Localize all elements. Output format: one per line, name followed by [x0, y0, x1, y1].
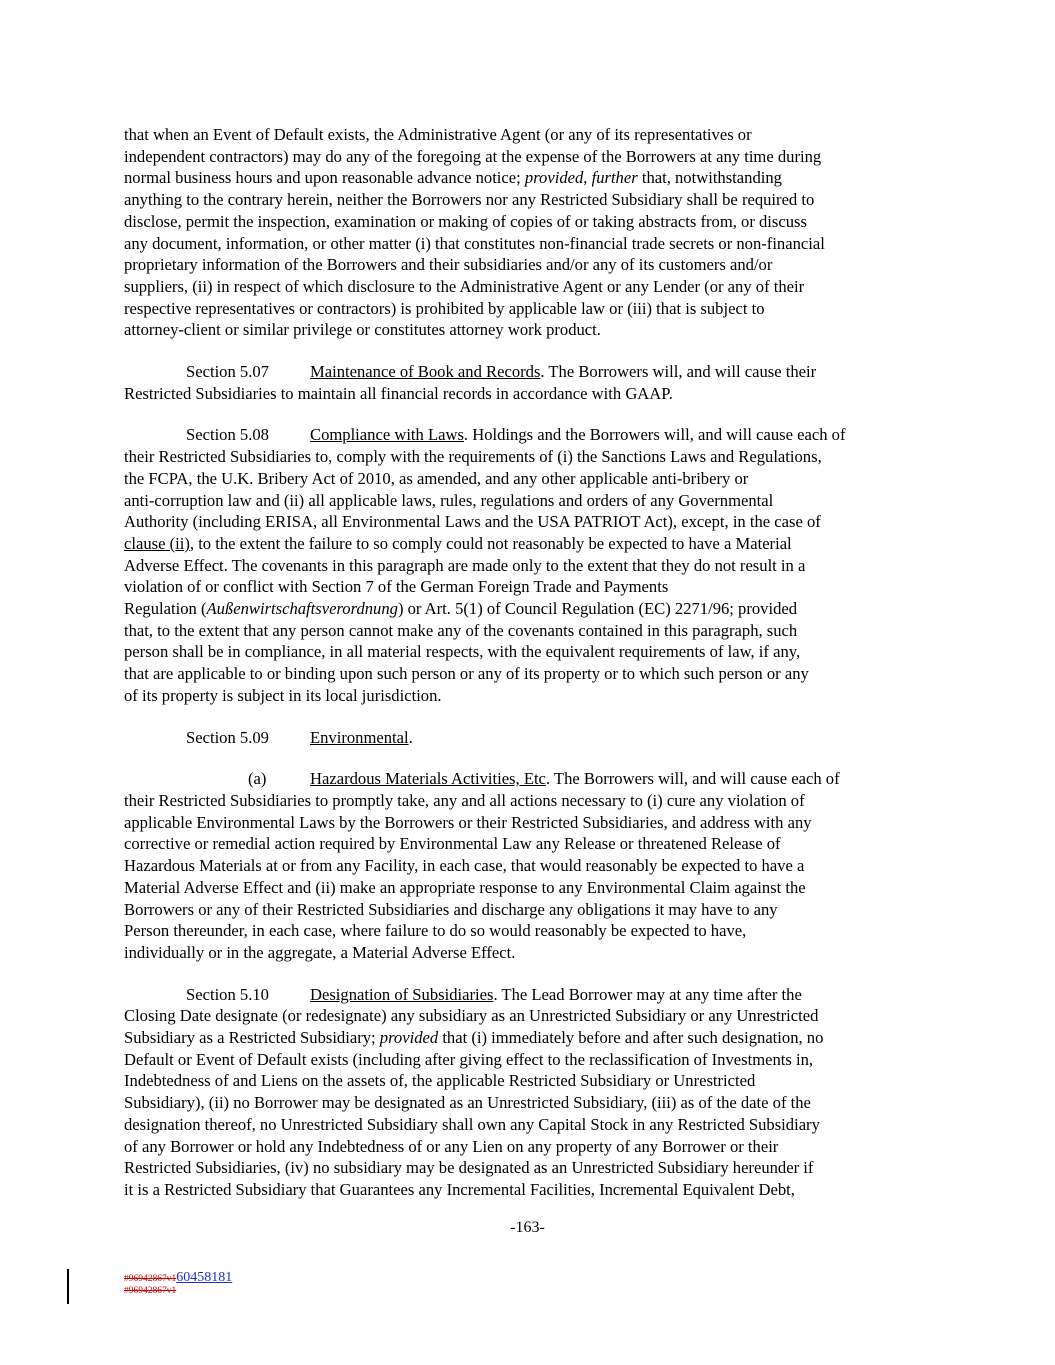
text-span: normal business hours and upon reasonable advance notice;	[124, 168, 525, 188]
subsection-label: (a)	[248, 769, 267, 789]
text-line: their Restricted Subsidiaries to, comply with the requirements of (i) the Sanctions Laws and Regulations,	[124, 447, 822, 467]
text-span: Regulation (	[124, 599, 207, 619]
text-line	[124, 1027, 934, 1049]
text-line: Material Adverse Effect and (ii) make an appropriate response to any Environmental Claim against the	[124, 877, 806, 897]
text-line: proprietary information of the Borrowers and their subsidiaries and/or any of its customers and/or	[124, 255, 773, 275]
section-5-09-a	[124, 768, 934, 963]
document-id-footer	[124, 1272, 232, 1297]
text-span: ,	[583, 168, 592, 188]
section-number: Section 5.09	[186, 727, 269, 747]
change-bar	[67, 1269, 69, 1304]
text-span: ) or Art. 5(1) of Council Regulation (EC) 2271/96; provided	[397, 599, 798, 619]
text-span: . The Borrowers will, and will cause their	[540, 362, 817, 382]
text-line: that are applicable to or binding upon such person or any of its property or to which such person or any	[124, 664, 809, 684]
text-span: , to the extent the failure to so comply could not reasonably be expected to have a Material	[189, 533, 792, 553]
text-line: suppliers, (ii) in respect of which disclosure to the Administrative Agent or any Lender (or any of their	[124, 276, 805, 296]
section-5-10	[124, 984, 934, 1201]
inserted-doc-id: 60458181	[176, 1270, 233, 1285]
text-line: Hazardous Materials at or from any Facility, in each case, that would reasonably be expected to have a	[124, 856, 805, 876]
text-line: disclose, permit the inspection, examination or making of copies of or taking abstracts from, or discuss	[124, 211, 807, 231]
text-span: . The Lead Borrower may at any time after the	[493, 984, 802, 1004]
text-line: Person thereunder, in each case, where failure to do so would reasonably be expected to have,	[124, 921, 747, 941]
provided-italic: provided	[379, 1028, 439, 1048]
section-5-07	[124, 361, 934, 404]
section-title: Maintenance of Book and Records	[310, 362, 541, 382]
text-line: it is a Restricted Subsidiary that Guarantees any Incremental Facilities, Incremental Equivalent Debt,	[124, 1179, 795, 1199]
clause-reference: clause (ii)	[124, 533, 190, 553]
document-page	[124, 124, 934, 1221]
text-line: applicable Environmental Laws by the Borrowers or their Restricted Subsidiaries, and address with any	[124, 812, 812, 832]
section-title: Environmental	[310, 727, 409, 747]
text-span: that (i) immediately before and after such designation, no	[438, 1028, 824, 1048]
text-line: any document, information, or other matter (i) that constitutes non-financial trade secrets or non-financial	[124, 233, 825, 253]
section-number: Section 5.07	[186, 362, 269, 382]
text-span: Subsidiary as a Restricted Subsidiary;	[124, 1028, 380, 1048]
text-line: person shall be in compliance, in all material respects, with the equivalent requirements of law, if any,	[124, 642, 801, 662]
section-5-09	[124, 727, 934, 749]
section-heading-line	[124, 361, 934, 383]
text-line: Adverse Effect. The covenants in this paragraph are made only to the extent that they do not result in a	[124, 555, 806, 575]
text-line: their Restricted Subsidiaries to promptly take, any and all actions necessary to (i) cure any violation of	[124, 790, 805, 810]
section-heading-line	[124, 727, 934, 749]
subsection-title: Hazardous Materials Activities, Etc	[310, 769, 546, 789]
paragraph-continuation	[124, 124, 934, 341]
text-line	[124, 167, 934, 189]
text-span: that, notwithstanding	[637, 168, 782, 188]
section-number: Section 5.08	[186, 425, 269, 445]
text-line: individually or in the aggregate, a Material Adverse Effect.	[124, 942, 516, 962]
text-span: . Holdings and the Borrowers will, and will cause each of	[463, 425, 846, 445]
text-line: that, to the extent that any person cannot make any of the covenants contained in this paragraph, such	[124, 620, 798, 640]
text-line: of its property is subject in its local jurisdiction.	[124, 685, 442, 705]
deleted-doc-id: #96942867v1	[124, 1274, 177, 1284]
deleted-doc-id: #96942867v1	[124, 1286, 177, 1296]
provided-italic: provided	[524, 168, 584, 188]
section-title: Compliance with Laws	[310, 425, 464, 445]
text-line: anti-corruption law and (ii) all applicable laws, rules, regulations and orders of any Governmental	[124, 490, 774, 510]
text-line: violation of or conflict with Section 7 of the German Foreign Trade and Payments	[124, 577, 669, 597]
subsection-heading-line	[124, 768, 934, 790]
regulation-name-italic: Außenwirtschaftsverordnung	[206, 599, 398, 619]
text-line: independent contractors) may do any of the foregoing at the expense of the Borrowers at any time during	[124, 146, 822, 166]
text-line: attorney-client or similar privilege or constitutes attorney work product.	[124, 320, 601, 340]
text-line: of any Borrower or hold any Indebtedness of or any Lien on any property of any Borrower or their	[124, 1136, 779, 1156]
text-line: corrective or remedial action required by Environmental Law any Release or threatened Release of	[124, 834, 781, 854]
text-line	[124, 598, 934, 620]
section-title: Designation of Subsidiaries	[310, 984, 494, 1004]
section-5-08	[124, 424, 934, 706]
text-span: . The Borrowers will, and will cause each of	[545, 769, 840, 789]
section-heading-line	[124, 424, 934, 446]
text-line: Authority (including ERISA, all Environmental Laws and the USA PATRIOT Act), except, in the case of	[124, 512, 821, 532]
text-line: that when an Event of Default exists, the Administrative Agent (or any of its representatives or	[124, 125, 752, 144]
text-line: the FCPA, the U.K. Bribery Act of 2010, as amended, and any other applicable anti-bribery or	[124, 468, 749, 488]
text-span: .	[408, 727, 413, 747]
further-italic: further	[591, 168, 638, 188]
text-line: Restricted Subsidiaries to maintain all financial records in accordance with GAAP.	[124, 383, 673, 403]
text-line: Default or Event of Default exists (including after giving effect to the reclassification of Investments in,	[124, 1049, 814, 1069]
page-number: -163-	[510, 1219, 545, 1236]
section-heading-line	[124, 984, 934, 1006]
text-line: respective representatives or contractors) is prohibited by applicable law or (iii) that is subject to	[124, 298, 765, 318]
text-line: anything to the contrary herein, neither the Borrowers nor any Restricted Subsidiary shall be required to	[124, 190, 815, 210]
section-number: Section 5.10	[186, 984, 269, 1004]
text-line: Restricted Subsidiaries, (iv) no subsidiary may be designated as an Unrestricted Subsidiary hereunder if	[124, 1158, 814, 1178]
text-line: Indebtedness of and Liens on the assets of, the applicable Restricted Subsidiary or Unrestricted	[124, 1071, 756, 1091]
text-line	[124, 533, 934, 555]
footer-id-line-2	[124, 1285, 232, 1297]
text-line: Subsidiary), (ii) no Borrower may be designated as an Unrestricted Subsidiary, (iii) as of the date of the	[124, 1093, 811, 1113]
text-line: Borrowers or any of their Restricted Subsidiaries and discharge any obligations it may have to any	[124, 899, 778, 919]
text-line: Closing Date designate (or redesignate) any subsidiary as an Unrestricted Subsidiary or any Unrestricted	[124, 1006, 819, 1026]
footer-id-line-1	[124, 1272, 232, 1285]
text-line: designation thereof, no Unrestricted Subsidiary shall own any Capital Stock in any Restricted Subsidiary	[124, 1114, 820, 1134]
